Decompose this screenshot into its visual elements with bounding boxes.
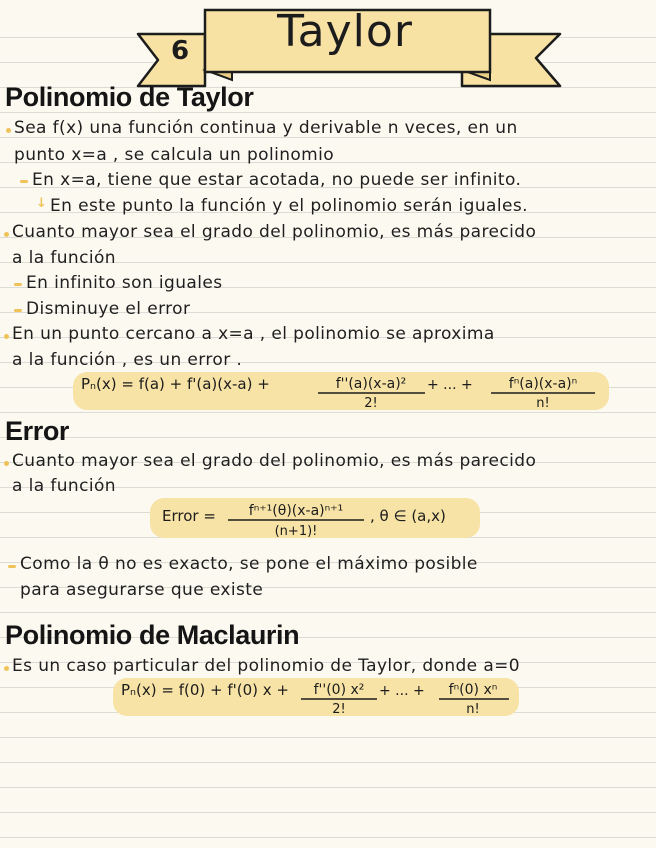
formula-lhs: Pₙ(x) = f(a) + f'(a)(x-a) + [81, 375, 270, 393]
formula-mid: + ... + [379, 683, 425, 699]
text-line: Cuanto mayor sea el grado del polinomio, es más parecido [12, 222, 537, 242]
formula-denominator: 2! [332, 702, 346, 716]
arrow-icon: ↓ [36, 196, 47, 211]
title-banner [0, 0, 656, 90]
text-line: Cuanto mayor sea el grado del polinomio, es más parecido [12, 451, 537, 471]
dash-icon [14, 309, 22, 312]
text-line: a la función [12, 476, 116, 496]
text-line: punto x=a , se calcula un polinomio [14, 145, 335, 165]
text-line: En un punto cercano a x=a , el polinomio se aproxima [12, 324, 495, 344]
formula-denominator: (n+1)! [274, 524, 318, 538]
formula-lhs: Error = [162, 507, 216, 525]
dash-icon [14, 283, 22, 286]
page-title: Taylor [277, 6, 413, 57]
text-line: a la función , es un error . [12, 350, 243, 370]
heading-taylor: Polinomio de Taylor [5, 82, 254, 112]
text-line: Como la θ no es exacto, se pone el máximo posible [20, 554, 478, 574]
text-line: En este punto la función y el polinomio serán iguales. [50, 196, 528, 216]
text-line: a la función [12, 248, 116, 268]
text-line: En infinito son iguales [26, 273, 223, 293]
bullet-icon [4, 232, 9, 237]
dash-icon [8, 565, 16, 568]
text-line: Sea f(x) una función continua y derivable n veces, en un [14, 118, 518, 138]
text-line: para asegurarse que existe [20, 580, 264, 600]
taylor-formula [73, 372, 609, 410]
formula-denominator: 2! [364, 396, 378, 410]
heading-maclaurin: Polinomio de Maclaurin [5, 620, 300, 650]
formula-numerator: f''(a)(x-a)² [335, 376, 407, 392]
bullet-icon [4, 334, 9, 339]
formula-denominator: n! [466, 702, 480, 716]
text-line: Es un caso particular del polinomio de Taylor, donde a=0 [12, 656, 521, 676]
formula-condition: , θ ∈ (a,x) [370, 507, 446, 525]
maclaurin-formula [113, 678, 519, 716]
heading-error: Error [5, 416, 70, 446]
formula-mid: + ... + [427, 377, 473, 393]
text-line: En x=a, tiene que estar acotada, no puede ser infinito. [32, 170, 522, 190]
dash-icon [20, 180, 28, 183]
bullet-icon [6, 128, 11, 133]
lesson-number: 6 [170, 36, 190, 66]
formula-numerator: fⁿ⁺¹(θ)(x-a)ⁿ⁺¹ [248, 503, 344, 519]
text-line: Disminuye el error [26, 299, 191, 319]
error-formula [150, 498, 480, 538]
formula-numerator: fⁿ(0) xⁿ [448, 682, 498, 698]
formula-lhs: Pₙ(x) = f(0) + f'(0) x + [121, 681, 289, 699]
bullet-icon [4, 666, 9, 671]
formula-denominator: n! [536, 396, 550, 410]
bullet-icon [4, 461, 9, 466]
formula-numerator: f''(0) x² [313, 682, 365, 698]
formula-numerator: fⁿ(a)(x-a)ⁿ [508, 376, 578, 392]
